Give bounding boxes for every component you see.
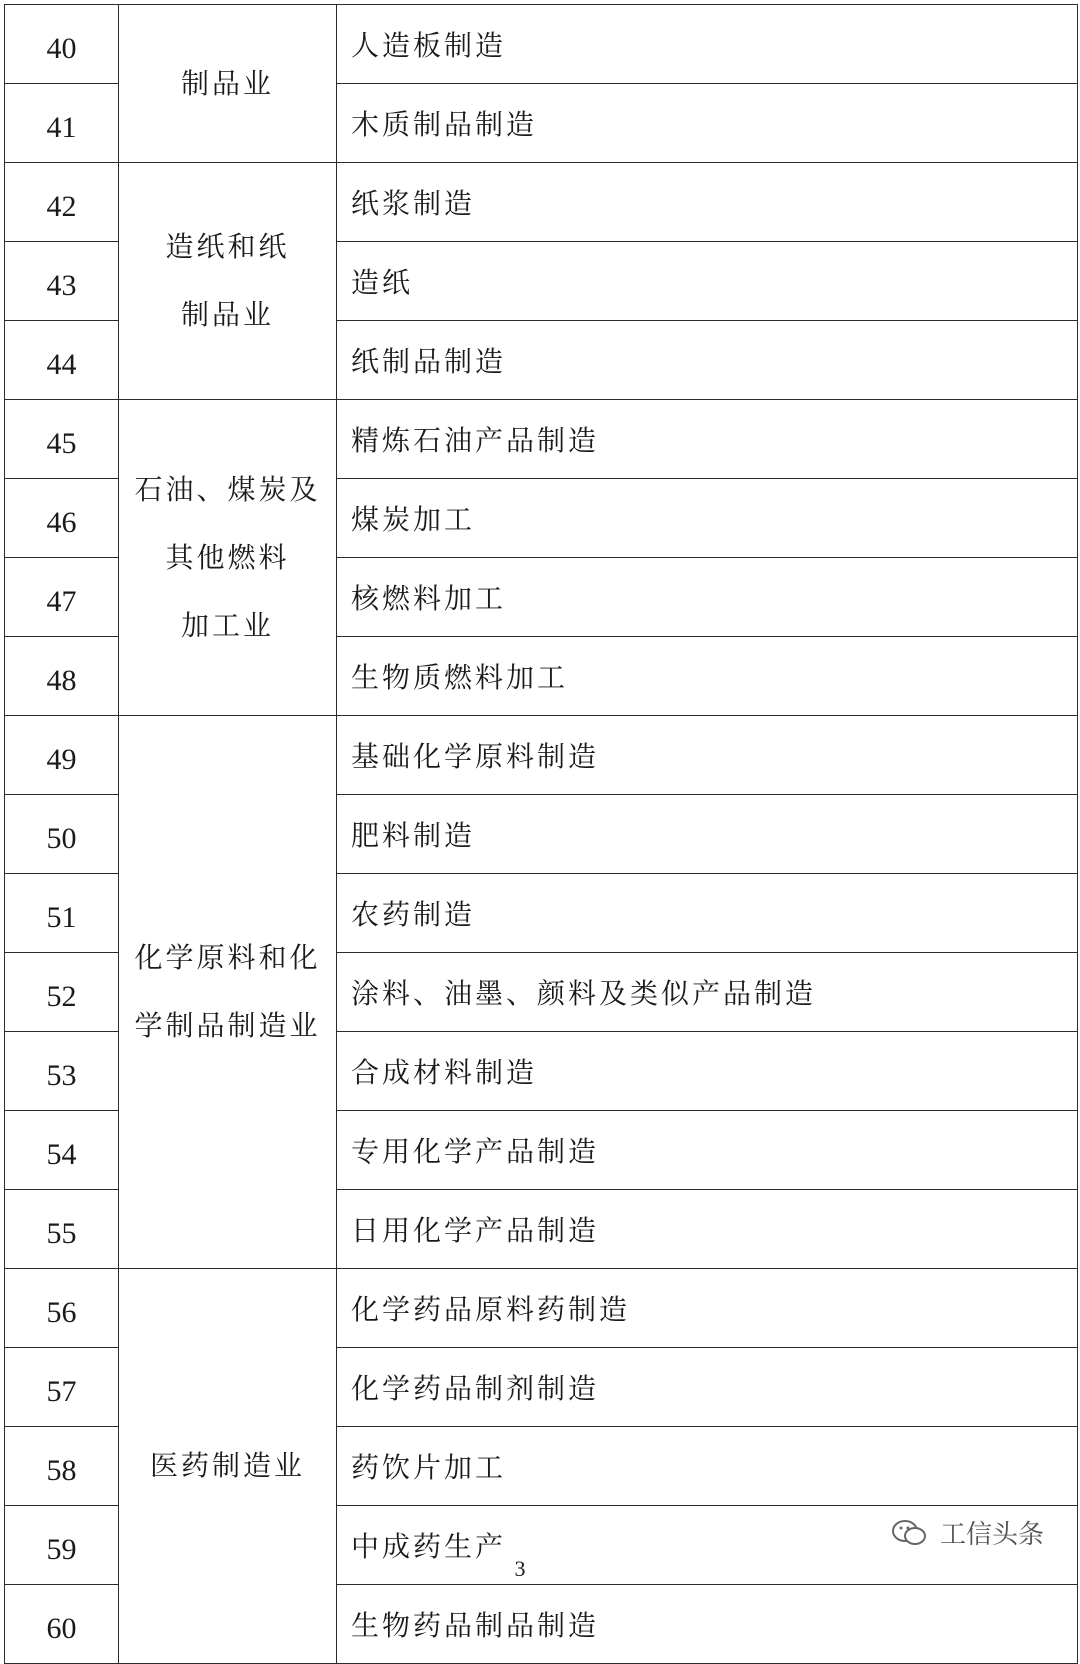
subcategory-cell: 化学药品原料药制造 (337, 1269, 1078, 1348)
watermark (890, 1514, 1044, 1551)
row-number: 49 (5, 716, 119, 795)
category-cell (119, 163, 337, 400)
category-cell (119, 716, 337, 1269)
subcategory-cell: 生物药品制品制造 (337, 1585, 1078, 1664)
row-number: 60 (5, 1585, 119, 1664)
row-number: 54 (5, 1111, 119, 1190)
subcategory-cell: 基础化学原料制造 (337, 716, 1078, 795)
row-number: 43 (5, 242, 119, 321)
subcategory-cell: 涂料、油墨、颜料及类似产品制造 (337, 953, 1078, 1032)
subcategory-cell: 专用化学产品制造 (337, 1111, 1078, 1190)
subcategory-cell: 纸制品制造 (337, 321, 1078, 400)
row-number: 46 (5, 479, 119, 558)
category-cell (119, 1269, 337, 1664)
row-number: 51 (5, 874, 119, 953)
category-label: 化学原料和化 (134, 941, 321, 974)
subcategory-cell: 人造板制造 (337, 5, 1078, 84)
row-number: 52 (5, 953, 119, 1032)
subcategory-cell: 精炼石油产品制造 (337, 400, 1078, 479)
category-label: 加工业 (180, 608, 274, 642)
subcategory-cell: 木质制品制造 (337, 84, 1078, 163)
row-number: 40 (5, 5, 119, 84)
table-body (5, 5, 1078, 1664)
category-label: 石油、煤炭及 (134, 472, 321, 506)
subcategory-cell: 肥料制造 (337, 795, 1078, 874)
category-cell (119, 5, 337, 163)
watermark-text: 工信头条 (939, 1520, 1044, 1550)
subcategory-cell: 化学药品制剂制造 (337, 1348, 1078, 1427)
table-row (5, 1269, 1078, 1348)
row-number: 47 (5, 558, 119, 637)
category-label: 造纸和纸 (165, 230, 290, 263)
row-number: 50 (5, 795, 119, 874)
row-number: 53 (5, 1032, 119, 1111)
row-number: 56 (5, 1269, 119, 1348)
row-number: 57 (5, 1348, 119, 1427)
subcategory-cell: 合成材料制造 (337, 1032, 1078, 1111)
subcategory-cell: 造纸 (337, 242, 1078, 321)
subcategory-cell: 煤炭加工 (337, 479, 1078, 558)
table-row (5, 163, 1078, 242)
row-number: 41 (5, 84, 119, 163)
category-label: 医药制造业 (149, 1449, 305, 1482)
row-number: 58 (5, 1427, 119, 1506)
category-label: 制品业 (180, 298, 274, 331)
subcategory-cell: 药饮片加工 (337, 1427, 1078, 1506)
subcategory-cell: 日用化学产品制造 (337, 1190, 1078, 1269)
subcategory-cell: 纸浆制造 (337, 163, 1078, 242)
table-row (5, 716, 1078, 795)
row-number: 44 (5, 321, 119, 400)
subcategory-cell: 中成药生产 (337, 1506, 1078, 1585)
subcategory-cell: 生物质燃料加工 (337, 637, 1078, 716)
subcategory-cell: 农药制造 (337, 874, 1078, 953)
page-number: 3 (514, 1556, 526, 1581)
row-number: 45 (5, 400, 119, 479)
row-number: 48 (5, 637, 119, 716)
subcategory-cell: 核燃料加工 (337, 558, 1078, 637)
category-label: 学制品制造业 (134, 1009, 321, 1042)
category-cell (119, 400, 337, 716)
row-number: 55 (5, 1190, 119, 1269)
category-label: 其他燃料 (165, 540, 290, 574)
industry-table (4, 4, 1078, 1664)
table-row (5, 5, 1078, 84)
category-label: 制品业 (180, 66, 274, 100)
wechat-icon (890, 1518, 930, 1548)
row-number: 59 (5, 1506, 119, 1585)
table-row (5, 400, 1078, 479)
row-number: 42 (5, 163, 119, 242)
